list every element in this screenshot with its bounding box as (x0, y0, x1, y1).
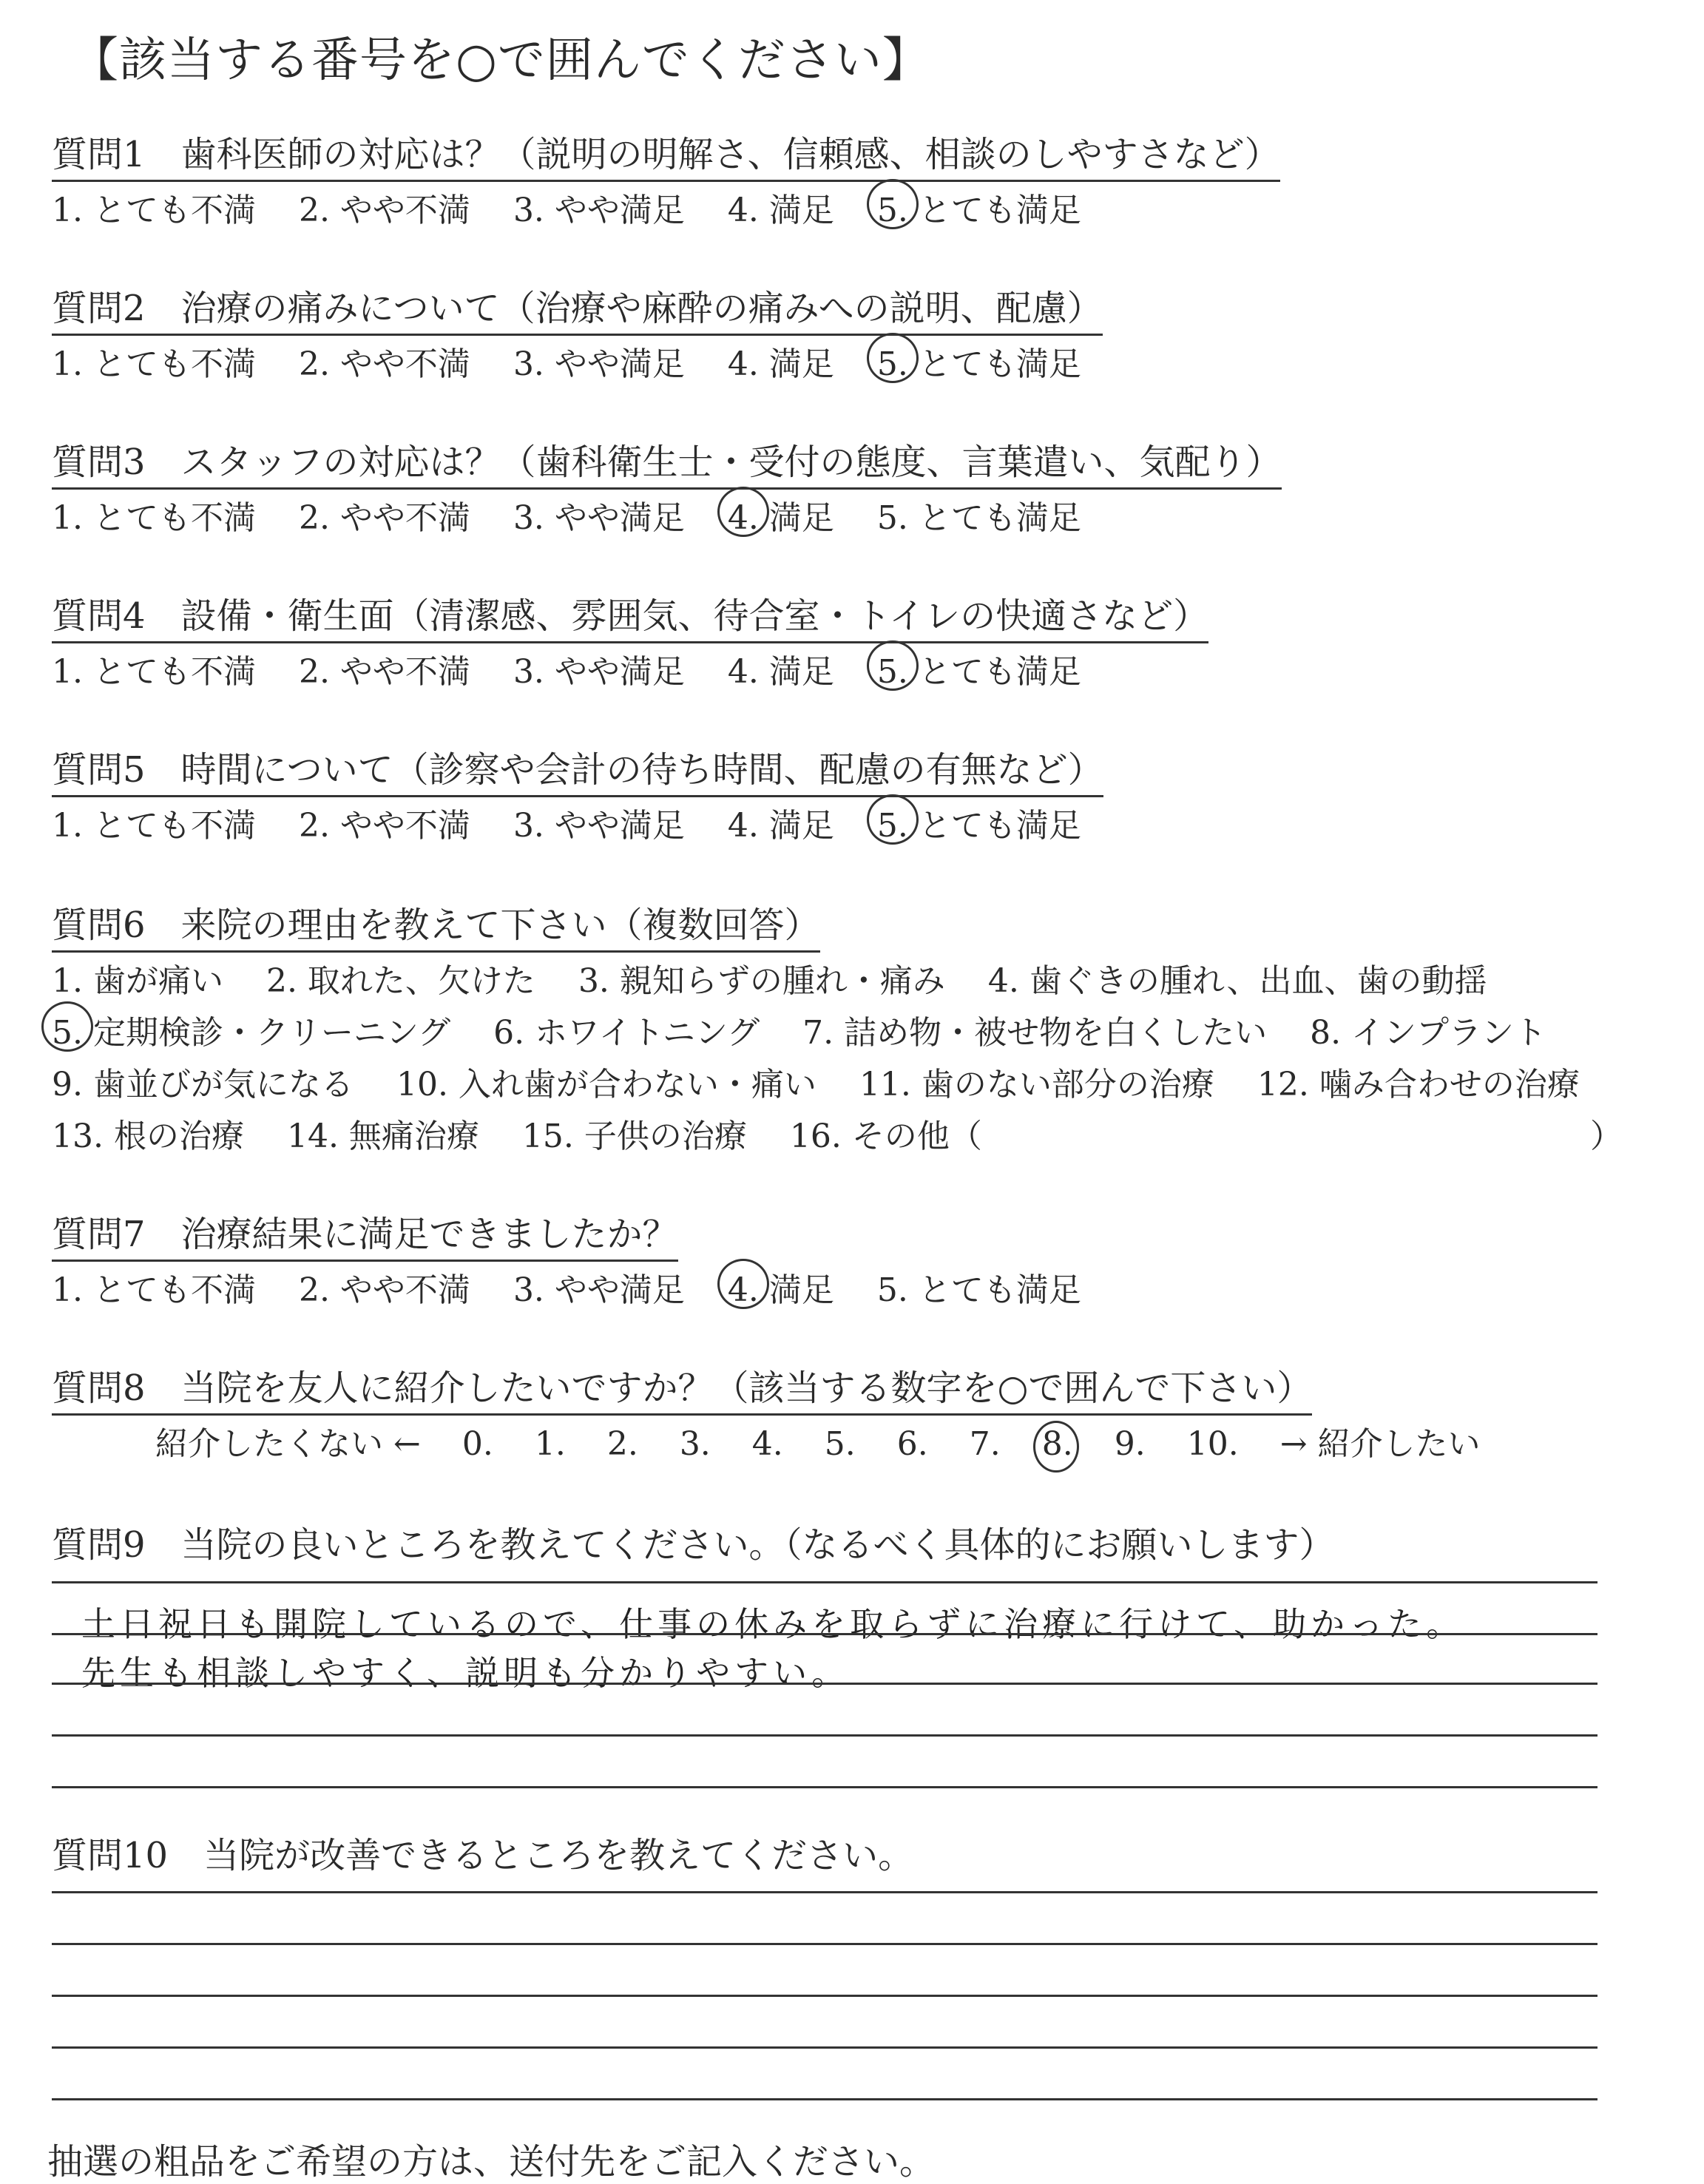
q8-left-label: 紹介したくない ← (155, 1425, 421, 1463)
q9-line-3 (52, 1683, 1598, 1685)
q8-score-7[interactable]: 7. (969, 1425, 1001, 1463)
q8-score-1[interactable]: 1. (534, 1425, 566, 1463)
q9-line-5 (52, 1786, 1598, 1788)
q6-option-15[interactable]: 15. 子供の治療 (521, 1118, 747, 1155)
q9-line-2 (52, 1633, 1598, 1635)
q8-scale (155, 1417, 1512, 1464)
q8-score-8[interactable]: 8. (1041, 1425, 1073, 1463)
q9-answer-line-1[interactable]: 土日祝日も開院しているので、仕事の休みを取らずに治療に行けて、助かった。 (81, 1604, 1465, 1644)
q1-option-2[interactable]: 2. やや不満 (298, 192, 470, 229)
q3-option-4[interactable]: 4. 満足 (728, 491, 834, 538)
q6-option-16[interactable]: 16. その他（ (789, 1118, 982, 1155)
q6-option-3[interactable]: 3. 親知らずの腫れ・痛み (578, 962, 945, 1000)
q4-option-5[interactable]: 5. とても満足 (877, 645, 1081, 692)
q6-option-9[interactable]: 9. 歯並びが気になる (52, 1066, 354, 1103)
q3-option-5[interactable]: 5. とても満足 (876, 499, 1081, 537)
q3-title: 質問3 スタッフの対応は？（歯科衛生士・受付の態度、言葉遣い、気配り） (52, 433, 1282, 490)
q6-option-6[interactable]: 6. ホワイトニング (493, 1014, 760, 1052)
q7-option-5[interactable]: 5. とても満足 (876, 1271, 1081, 1309)
q7-options (52, 1263, 1114, 1311)
q9-line-1 (52, 1581, 1598, 1583)
q8-score-10[interactable]: 10. (1186, 1425, 1239, 1463)
q1-option-5[interactable]: 5. とても満足 (877, 183, 1081, 231)
q1-option-3[interactable]: 3. やや満足 (513, 192, 685, 229)
q8-score-5[interactable]: 5. (824, 1425, 856, 1463)
q5-options (52, 799, 1114, 846)
q7-option-1[interactable]: 1. とても不満 (52, 1271, 256, 1309)
q7-option-2[interactable]: 2. やや不満 (298, 1271, 470, 1309)
q8-title: 質問8 当院を友人に紹介したいですか？（該当する数字を○で囲んで下さい） (52, 1359, 1312, 1416)
q2-options (52, 337, 1114, 385)
q2-option-5[interactable]: 5. とても満足 (877, 337, 1081, 385)
q8-score-0[interactable]: 0. (462, 1425, 493, 1463)
q6-option-8[interactable]: 8. インプラント (1310, 1014, 1547, 1052)
q1-option-4[interactable]: 4. 満足 (727, 192, 834, 229)
q9-line-4 (52, 1734, 1598, 1737)
q8-score-4[interactable]: 4. (751, 1425, 783, 1463)
q6-other-close-paren: ） (1590, 1118, 1623, 1155)
q3-option-3[interactable]: 3. やや満足 (513, 499, 685, 537)
q1-options (52, 183, 1114, 231)
q2-option-3[interactable]: 3. やや満足 (513, 345, 685, 383)
q5-option-2[interactable]: 2. やや不満 (298, 807, 470, 845)
q10-title: 質問10 当院が改善できるところを教えてください。 (52, 1835, 914, 1876)
q8-right-label: → 紹介したい (1279, 1425, 1481, 1463)
q8-score-6[interactable]: 6. (896, 1425, 928, 1463)
q6-option-13[interactable]: 13. 根の治療 (52, 1118, 244, 1155)
q3-option-1[interactable]: 1. とても不満 (52, 499, 256, 537)
q1-option-1[interactable]: 1. とても不満 (52, 192, 256, 229)
q6-option-1[interactable]: 1. 歯が痛い (52, 962, 223, 1000)
q10-line-3 (52, 1995, 1598, 1997)
q6-option-4[interactable]: 4. 歯ぐきの腫れ、出血、歯の動揺 (987, 962, 1487, 1000)
q8-score-2[interactable]: 2. (606, 1425, 638, 1463)
q7-option-3[interactable]: 3. やや満足 (513, 1271, 685, 1309)
q6-option-5[interactable]: 5. 定期検診・クリーニング (52, 1006, 450, 1053)
q5-title: 質問5 時間について（診察や会計の待ち時間、配慮の有無など） (52, 741, 1103, 797)
q4-option-1[interactable]: 1. とても不満 (52, 653, 256, 691)
q10-line-1 (52, 1891, 1598, 1893)
q9-title: 質問9 当院の良いところを教えてください。（なるべく具体的にお願いします） (52, 1524, 1335, 1566)
q2-option-2[interactable]: 2. やや不満 (298, 345, 470, 383)
q6-option-12[interactable]: 12. 噛み合わせの治療 (1257, 1066, 1580, 1103)
q4-title: 質問4 設備・衛生面（清潔感、雰囲気、待合室・トイレの快適さなど） (52, 587, 1208, 643)
q7-title: 質問7 治療結果に満足できましたか？ (52, 1206, 678, 1262)
q5-option-4[interactable]: 4. 満足 (727, 807, 834, 845)
q6-row-3 (52, 1058, 1612, 1105)
q3-option-2[interactable]: 2. やや不満 (298, 499, 470, 537)
q2-option-1[interactable]: 1. とても不満 (52, 345, 256, 383)
q2-option-4[interactable]: 4. 満足 (727, 345, 834, 383)
q10-line-5 (52, 2098, 1598, 2100)
q6-row-1 (52, 954, 1520, 1001)
q3-options (52, 491, 1114, 538)
q5-option-3[interactable]: 3. やや満足 (513, 807, 685, 845)
form-header: 【該当する番号を○で囲んでください】 (71, 33, 930, 88)
q6-title: 質問6 来院の理由を教えて下さい（複数回答） (52, 896, 820, 953)
q1-title: 質問1 歯科医師の対応は？（説明の明解さ、信頼感、相談のしやすさなど） (52, 126, 1280, 182)
q5-option-1[interactable]: 1. とても不満 (52, 807, 256, 845)
q10-line-4 (52, 2046, 1598, 2049)
q4-option-4[interactable]: 4. 満足 (727, 653, 834, 691)
q6-row-2 (52, 1006, 1579, 1053)
q7-option-4[interactable]: 4. 満足 (728, 1263, 834, 1311)
q6-option-14[interactable]: 14. 無痛治療 (286, 1118, 479, 1155)
footer-partial-text: 抽選の粗品をご希望の方は、送付先をご記入ください。 (47, 2141, 936, 2183)
q5-option-5[interactable]: 5. とても満足 (877, 799, 1081, 846)
q6-option-2[interactable]: 2. 取れた、欠けた (266, 962, 535, 1000)
q8-score-9[interactable]: 9. (1114, 1425, 1146, 1463)
q4-option-2[interactable]: 2. やや不満 (298, 653, 470, 691)
q10-line-2 (52, 1943, 1598, 1945)
q9-answer-line-2[interactable]: 先生も相談しやすく、説明も分かりやすい。 (81, 1653, 851, 1693)
q2-title: 質問2 治療の痛みについて（治療や麻酔の痛みへの説明、配慮） (52, 280, 1103, 336)
q6-row-4 (52, 1109, 1015, 1157)
q4-option-3[interactable]: 3. やや満足 (513, 653, 685, 691)
q8-score-3[interactable]: 3. (679, 1425, 711, 1463)
q6-option-7[interactable]: 7. 詰め物・被せ物を白くしたい (802, 1014, 1268, 1052)
q6-option-10[interactable]: 10. 入れ歯が合わない・痛い (396, 1066, 816, 1103)
q4-options (52, 645, 1114, 692)
q6-option-11[interactable]: 11. 歯のない部分の治療 (859, 1066, 1214, 1103)
